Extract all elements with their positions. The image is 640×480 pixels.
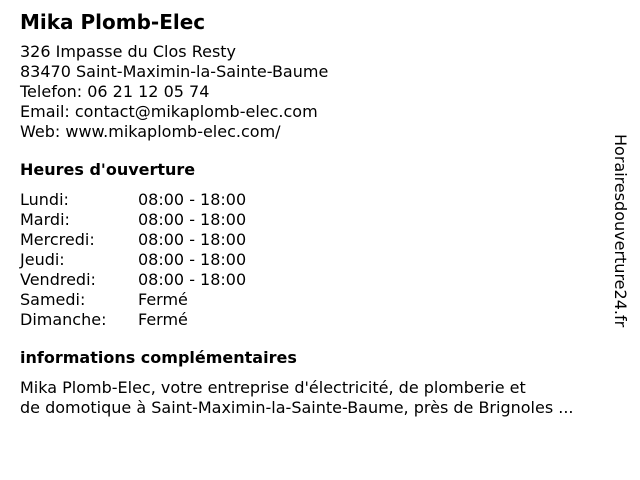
hours-row-wednesday [20, 230, 620, 250]
day-label: Vendredi: [20, 270, 96, 289]
hours-row-saturday [20, 290, 620, 310]
day-label: Mardi: [20, 210, 70, 229]
address-line-1: 326 Impasse du Clos Resty [20, 42, 237, 61]
business-name: Mika Plomb-Elec [20, 10, 206, 34]
hours-value: Fermé [138, 290, 188, 309]
day-label: Mercredi: [20, 230, 95, 249]
hours-value: Fermé [138, 310, 188, 329]
hours-value: 08:00 - 18:00 [138, 210, 247, 229]
hours-row-thursday [20, 250, 620, 270]
hours-row-tuesday [20, 210, 620, 230]
description-line-2: de domotique à Saint-Maximin-la-Sainte-Baume, près de Brignoles ... [20, 398, 574, 417]
hours-value: 08:00 - 18:00 [138, 270, 247, 289]
phone-line: Telefon: 06 21 12 05 74 [20, 82, 210, 101]
address-line-2: 83470 Saint-Maximin-la-Sainte-Baume [20, 62, 329, 81]
hours-row-sunday [20, 310, 620, 330]
business-description [20, 378, 620, 418]
hours-row-monday [20, 190, 620, 210]
hours-value: 08:00 - 18:00 [138, 190, 247, 209]
day-label: Dimanche: [20, 310, 107, 329]
day-label: Lundi: [20, 190, 69, 209]
hours-row-friday [20, 270, 620, 290]
opening-hours-title: Heures d'ouverture [20, 160, 196, 179]
day-label: Jeudi: [20, 250, 65, 269]
site-brand-vertical-text: Horairesdouverture24.fr [611, 134, 630, 328]
description-line-1: Mika Plomb-Elec, votre entreprise d'électricité, de plomberie et [20, 378, 526, 397]
additional-info-title: informations complémentaires [20, 348, 297, 367]
web-line: Web: www.mikaplomb-elec.com/ [20, 122, 281, 141]
hours-value: 08:00 - 18:00 [138, 250, 247, 269]
day-label: Samedi: [20, 290, 86, 309]
hours-value: 08:00 - 18:00 [138, 230, 247, 249]
email-line: Email: contact@mikaplomb-elec.com [20, 102, 318, 121]
opening-hours-table [20, 190, 620, 330]
business-card [20, 10, 620, 418]
